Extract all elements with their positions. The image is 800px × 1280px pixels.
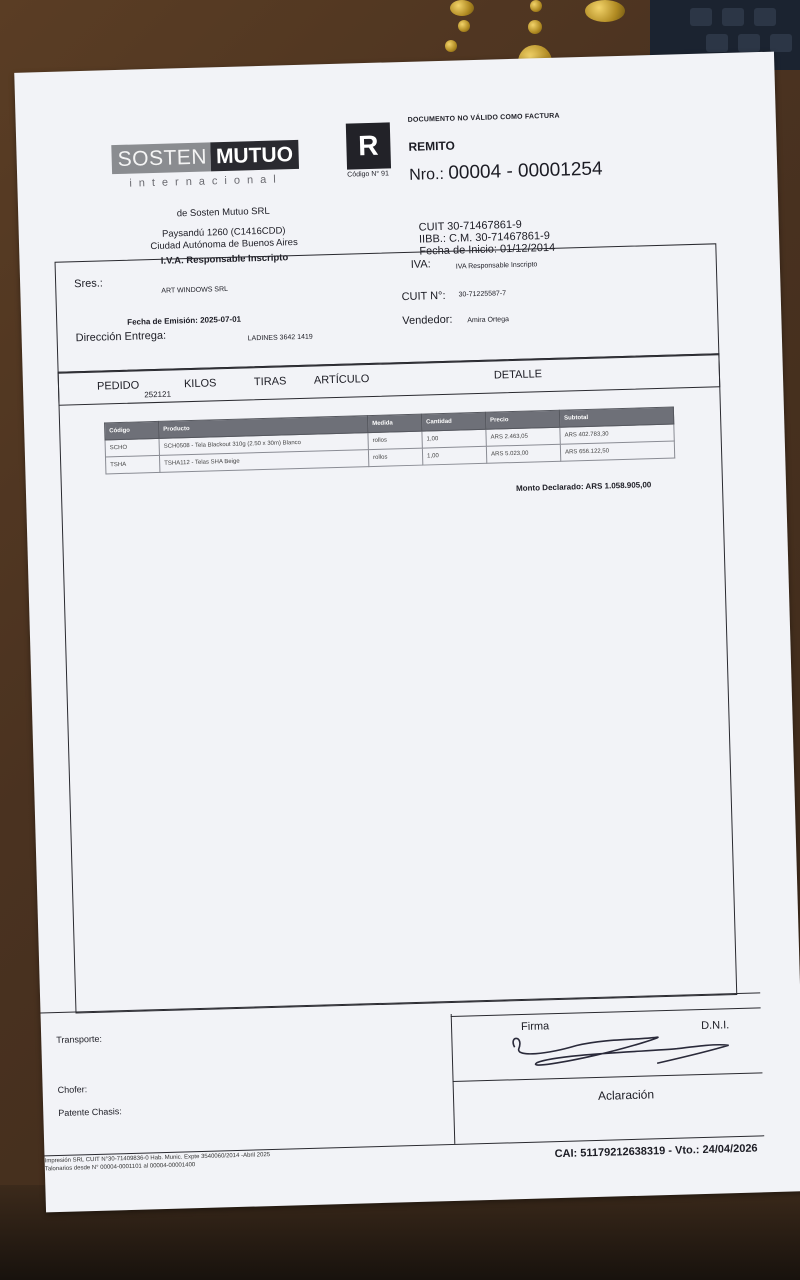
remito-document [14, 52, 800, 1213]
printer-line-2: Talonarios desde N° 00004-0001101 al 00004-00001400 [44, 1162, 196, 1173]
document-type: REMITO [408, 138, 456, 154]
logo-word-mutuo: MUTUO [211, 140, 300, 171]
seller-name: Amira Ortega [467, 316, 510, 325]
col-detalle: DETALLE [493, 368, 543, 382]
cell-producto: SCH0508 - Tela Blackout 310g (2.50 x 30m) Blanco [159, 433, 368, 456]
cuit-label: CUIT N°: [401, 289, 446, 304]
order-number: 252121 [144, 389, 172, 400]
gold-bead [530, 0, 542, 12]
signature-box [451, 1007, 763, 1082]
header-codigo: Código [105, 421, 159, 440]
header-cantidad: Cantidad [421, 412, 485, 431]
col-kilos: KILOS [183, 377, 217, 391]
cell-codigo: TSHA [105, 455, 159, 474]
company-iva-status: I.V.A. Responsable Inscripto [160, 252, 289, 267]
document-number [409, 158, 603, 185]
document-number-label: Nro.: [409, 165, 445, 184]
not-valid-notice: DOCUMENTO NO VÁLIDO COMO FACTURA [407, 112, 560, 124]
col-tiras: TIRAS [253, 375, 287, 389]
cell-precio: ARS 2.463,05 [486, 427, 560, 446]
start-date: Fecha de Inicio: 01/12/2014 [419, 241, 556, 258]
company-iibb: IIBB.: C.M. 30-71467861-9 [418, 229, 551, 246]
gold-bead [528, 20, 542, 34]
handwritten-signature-icon [506, 1027, 747, 1076]
document-number-value: 00004 - 00001254 [448, 158, 603, 184]
logo-subtitle: internacional [129, 173, 283, 190]
cell-codigo: SCHO [105, 438, 159, 457]
customer-iva: IVA Responsable Inscripto [455, 261, 538, 271]
company-cuit: CUIT 30-71467861-9 [418, 218, 522, 234]
header-subtotal: Subtotal [559, 407, 673, 427]
cell-subtotal: ARS 402.783,30 [560, 424, 674, 444]
cai-number: CAI: 51179212638319 - Vto.: 24/04/2026 [554, 1142, 758, 1161]
customer-cuit: 30-71225587-7 [458, 290, 507, 299]
col-articulo: ARTÍCULO [313, 373, 370, 387]
header-medida: Medida [367, 414, 421, 433]
delivery-address-label: Dirección Entrega: [75, 329, 167, 345]
company-address-2: Ciudad Autónoma de Buenos Aires [150, 236, 298, 253]
cell-subtotal: ARS 656.122,50 [560, 441, 674, 461]
cell-medida: rollos [368, 448, 422, 467]
seller-label: Vendedor: [402, 313, 453, 328]
gold-bead [585, 0, 625, 22]
cell-cantidad: 1,00 [422, 429, 486, 448]
plate-label: Patente Chasis: [58, 1106, 122, 1119]
gold-bead [445, 40, 457, 52]
gold-bead [458, 20, 470, 32]
cell-producto: TSHA112 - Telas SHA Beige [159, 450, 368, 473]
document-letter-box: R [346, 122, 391, 169]
company-name: de Sosten Mutuo SRL [176, 205, 270, 220]
cell-precio: ARS 5.023,00 [486, 444, 560, 463]
transport-label: Transporte: [56, 1033, 103, 1046]
col-pedido: PEDIDO [96, 379, 140, 393]
document-code: Código N° 91 [347, 170, 390, 179]
issue-date: Fecha de Emisión: 2025-07-01 [127, 314, 242, 327]
gold-bead [450, 0, 474, 16]
logo-word-sosten: SOSTEN [111, 142, 211, 174]
document-header [408, 111, 603, 185]
clarification-label: Aclaración [597, 1087, 655, 1103]
printer-line-1: Impresión SRL CUIT N°30-71409836-0 Hab. Munic. Expte 3540060/2014 -Abril 2025 [44, 1152, 271, 1165]
cell-cantidad: 1,00 [422, 446, 486, 465]
header-producto: Producto [159, 416, 368, 439]
driver-label: Chofer: [57, 1084, 88, 1096]
sres-label: Sres.: [73, 277, 104, 291]
customer-section [55, 243, 720, 373]
signature-label: Firma [520, 1020, 550, 1034]
cell-medida: rollos [368, 431, 422, 450]
company-logo [111, 140, 300, 190]
customer-name: ART WINDOWS SRL [161, 285, 229, 295]
delivery-address: LADINES 3642 1419 [247, 333, 313, 343]
company-address-1: Paysandú 1260 (C1416CDD) [161, 225, 286, 240]
header-precio: Precio [485, 410, 559, 429]
declared-amount: Monto Declarado: ARS 1.058.905,00 [515, 480, 652, 493]
iva-label: IVA: [410, 258, 431, 271]
dni-label: D.N.I. [700, 1019, 730, 1033]
